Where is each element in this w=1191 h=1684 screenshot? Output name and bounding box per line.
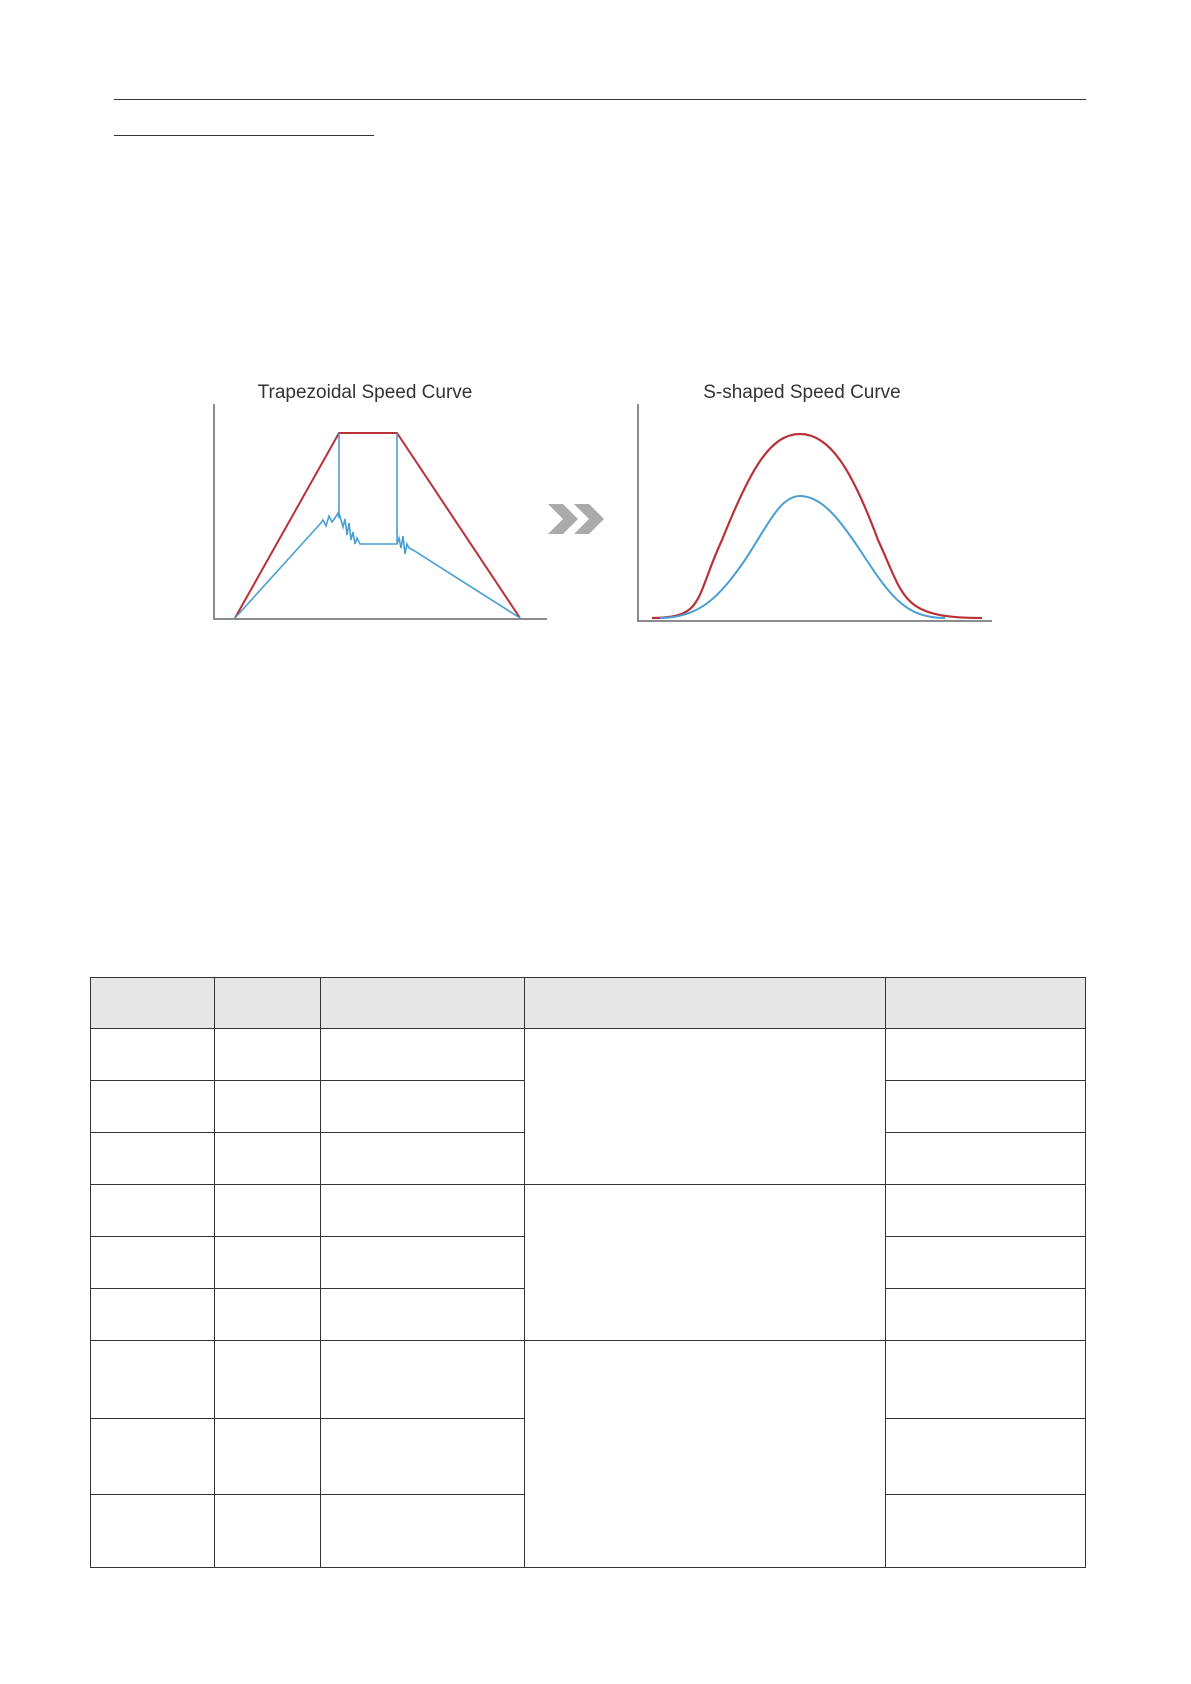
table-cell bbox=[886, 1237, 1086, 1289]
table-merged-cell bbox=[525, 1341, 886, 1568]
table-header-cell bbox=[886, 978, 1086, 1029]
table-cell bbox=[886, 1495, 1086, 1568]
table-cell bbox=[215, 1289, 321, 1341]
table-header-cell bbox=[525, 978, 886, 1029]
table-row bbox=[91, 1029, 1086, 1081]
table-cell bbox=[886, 1289, 1086, 1341]
table-cell bbox=[215, 1185, 321, 1237]
parameter-table bbox=[90, 977, 1086, 1568]
table-cell bbox=[321, 1133, 525, 1185]
s-shaped-actual-curve bbox=[660, 496, 945, 618]
table-cell bbox=[215, 1419, 321, 1495]
table-cell bbox=[91, 1419, 215, 1495]
table-cell bbox=[91, 1341, 215, 1419]
table-cell bbox=[215, 1081, 321, 1133]
section-heading-underline bbox=[114, 135, 374, 136]
trapezoidal-chart-title: Trapezoidal Speed Curve bbox=[257, 382, 473, 403]
table-cell bbox=[91, 1237, 215, 1289]
double-chevron-right-icon bbox=[548, 504, 604, 534]
table-cell bbox=[215, 1341, 321, 1419]
table-cell bbox=[321, 1237, 525, 1289]
header-rule bbox=[114, 99, 1086, 100]
table-merged-cell bbox=[525, 1029, 886, 1185]
table-cell bbox=[215, 1133, 321, 1185]
table-header-cell bbox=[215, 978, 321, 1029]
table-cell bbox=[321, 1029, 525, 1081]
table-cell bbox=[321, 1081, 525, 1133]
table-cell bbox=[215, 1029, 321, 1081]
speed-curve-svg bbox=[200, 370, 1000, 630]
table-cell bbox=[91, 1495, 215, 1568]
table-cell bbox=[321, 1341, 525, 1419]
table-cell bbox=[886, 1029, 1086, 1081]
table-row bbox=[91, 1185, 1086, 1237]
speed-curve-figure bbox=[200, 370, 1000, 630]
table-merged-cell bbox=[525, 1185, 886, 1341]
table-cell bbox=[215, 1495, 321, 1568]
table-header-cell bbox=[321, 978, 525, 1029]
table-header-row bbox=[91, 978, 1086, 1029]
table-cell bbox=[321, 1495, 525, 1568]
table-cell bbox=[91, 1029, 215, 1081]
table-cell bbox=[91, 1133, 215, 1185]
table-row bbox=[91, 1341, 1086, 1419]
table-cell bbox=[91, 1081, 215, 1133]
table-cell bbox=[215, 1237, 321, 1289]
table-cell bbox=[886, 1341, 1086, 1419]
s-shaped-command-curve bbox=[652, 434, 982, 618]
table-cell bbox=[91, 1185, 215, 1237]
s-shaped-chart-title: S-shaped Speed Curve bbox=[703, 382, 901, 403]
table-cell bbox=[886, 1081, 1086, 1133]
table-cell bbox=[321, 1289, 525, 1341]
table-cell bbox=[886, 1133, 1086, 1185]
table-cell bbox=[886, 1185, 1086, 1237]
table-cell bbox=[321, 1185, 525, 1237]
table-cell bbox=[321, 1419, 525, 1495]
table-cell bbox=[91, 1289, 215, 1341]
trapezoidal-actual-curve bbox=[235, 433, 520, 618]
table-header-cell bbox=[91, 978, 215, 1029]
table-cell bbox=[886, 1419, 1086, 1495]
